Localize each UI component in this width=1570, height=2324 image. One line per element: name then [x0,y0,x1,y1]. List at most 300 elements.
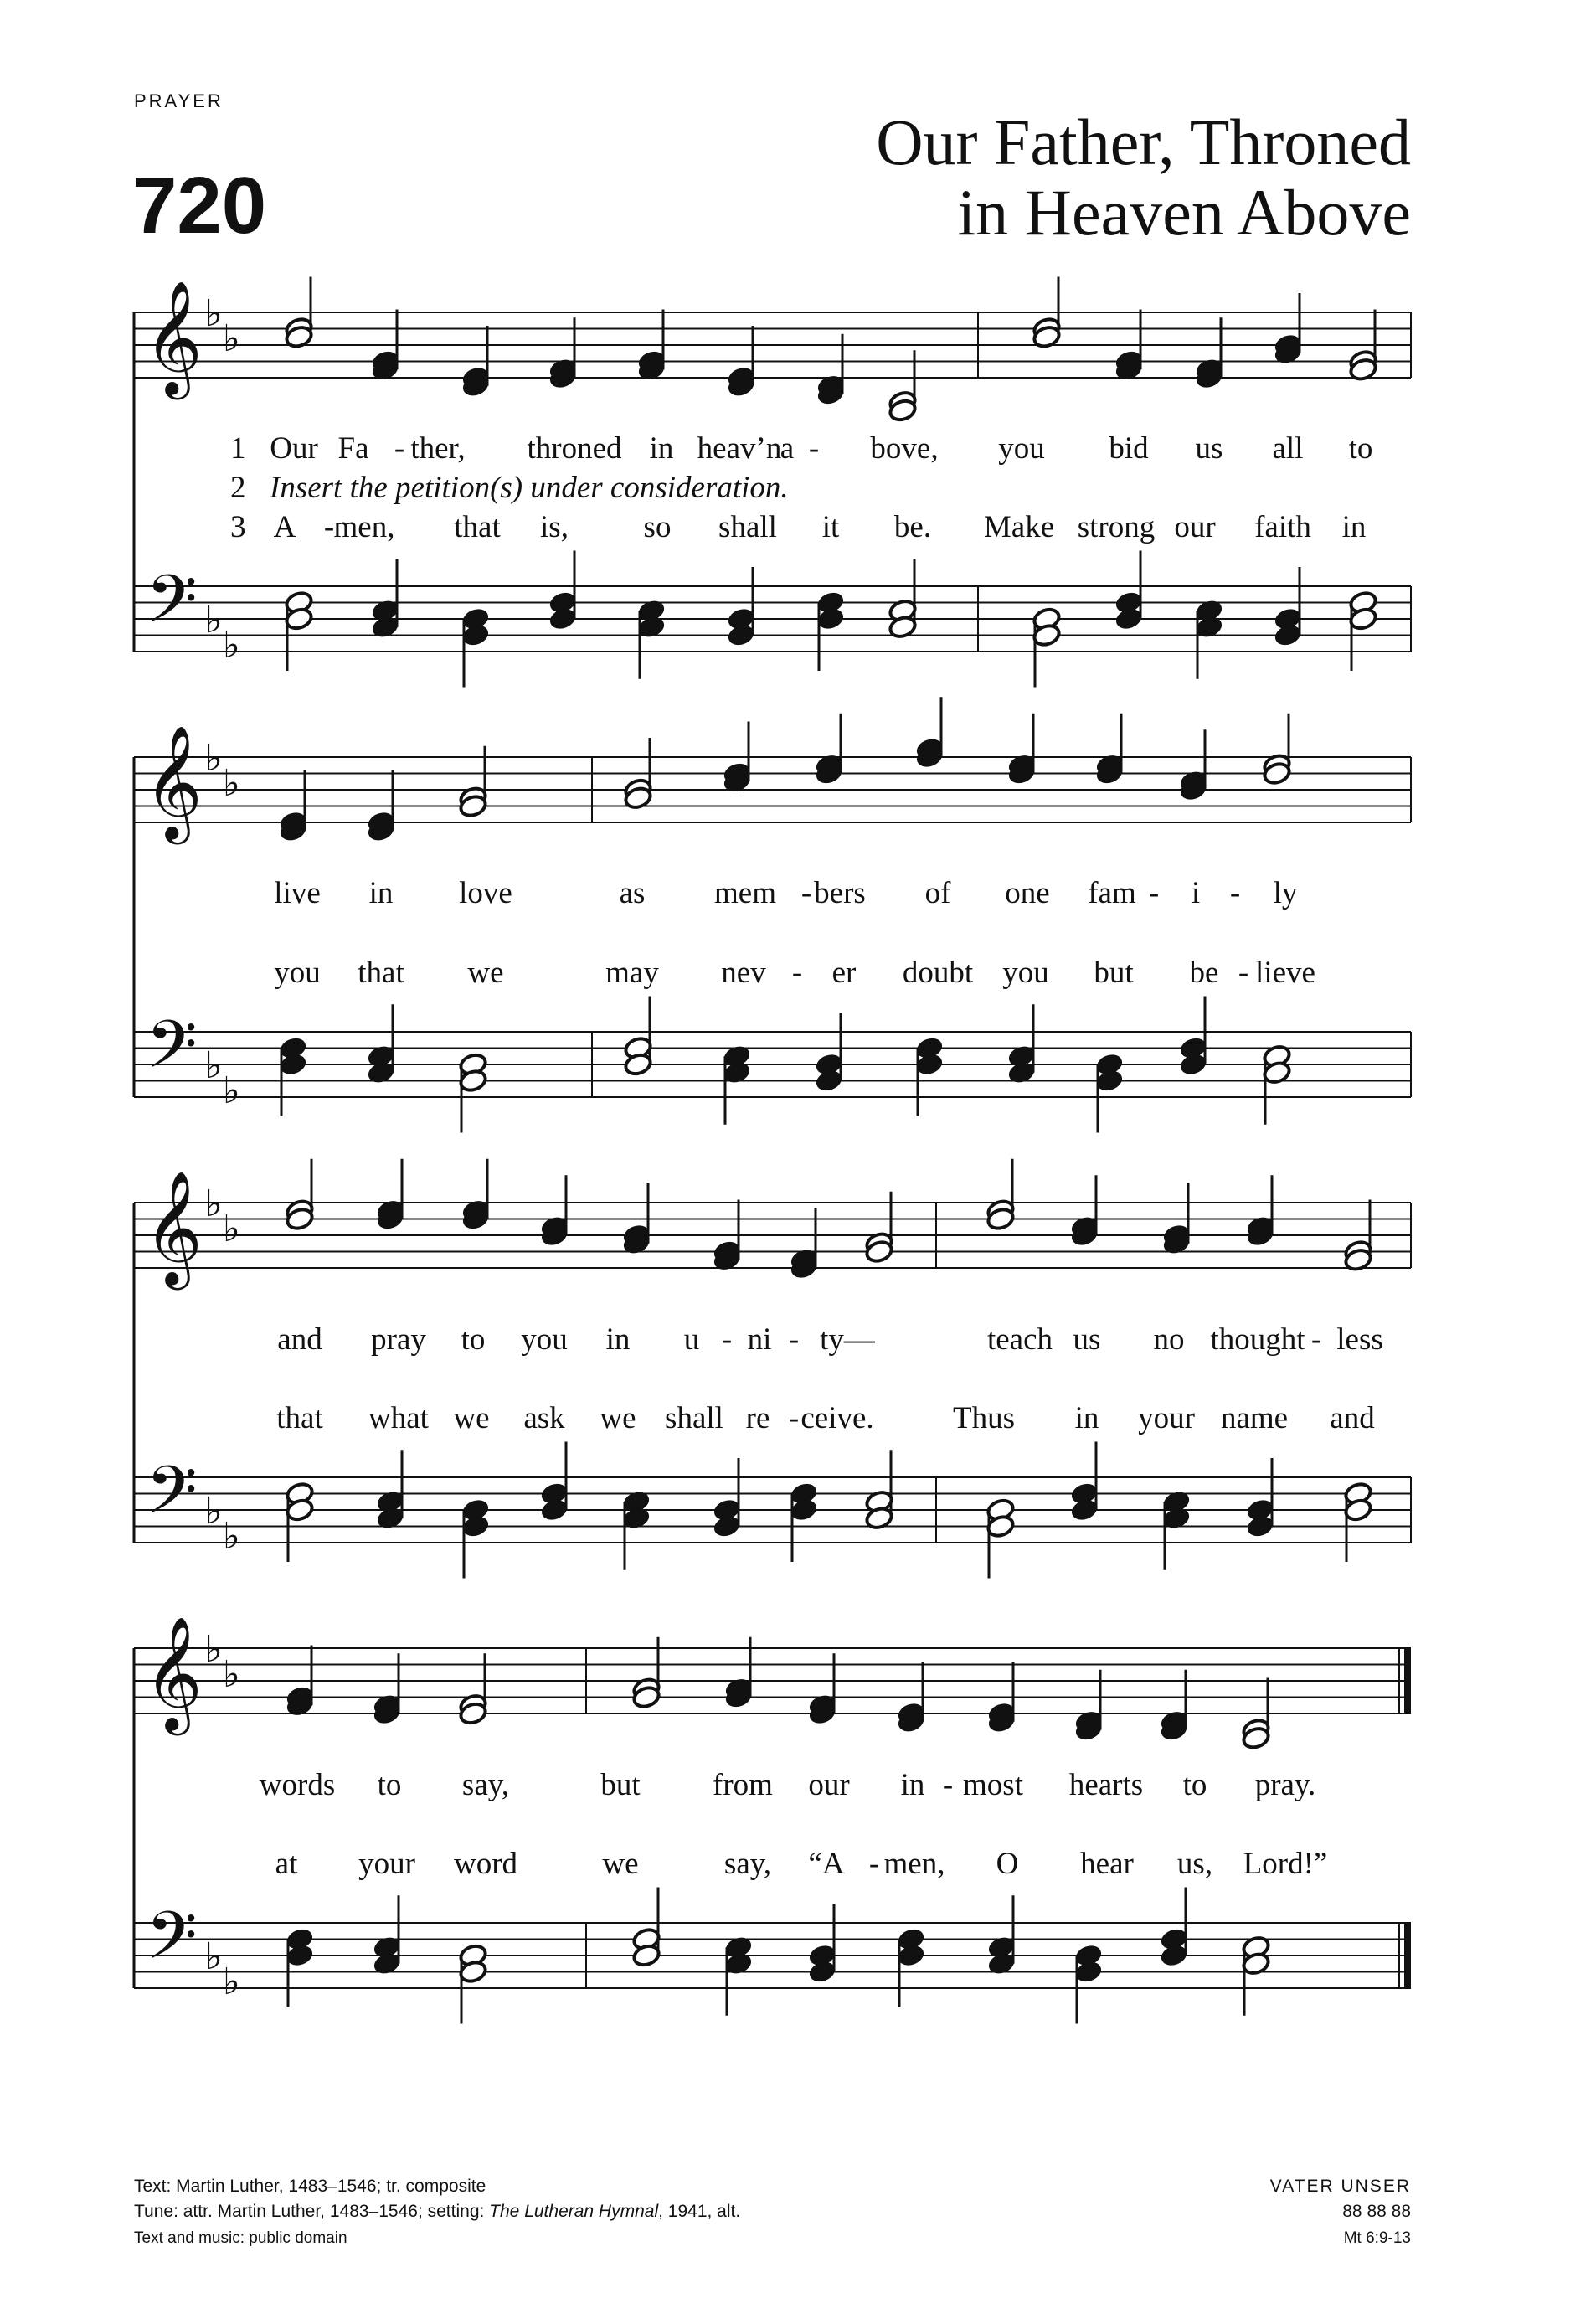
verse-number: 3 [230,510,246,544]
quarter-note-head [816,374,845,399]
title-line-1: Our Father, Throned [876,106,1411,178]
key-signature-flat: ♭ [205,737,223,780]
quarter-note-head [1194,365,1223,390]
quarter-note-head [726,365,755,390]
quarter-note-head [375,1207,404,1232]
syllable-hyphen: - [1310,1322,1322,1357]
quarter-note-head [816,606,845,631]
bass-clef: 𝄢 [146,1006,198,1100]
half-note-head [631,1943,661,1968]
lyric-syllable: faith [1254,510,1311,544]
half-note-head [1032,606,1061,631]
half-note-head [458,1701,487,1726]
quarter-note-head [1073,1943,1103,1968]
quarter-note-head [539,1214,569,1239]
key-signature-flat: ♭ [223,762,240,805]
half-note-head [1343,1481,1372,1507]
half-note-head [1241,1951,1270,1976]
lyric-syllable: say, [723,1847,772,1881]
lyric-syllable: hear [1080,1847,1134,1881]
lyric-syllable: no [1153,1322,1185,1357]
lyric-syllable: u [683,1322,700,1357]
syllable-hyphen: - [800,876,812,910]
quarter-note-head [370,615,399,640]
quarter-note-head [1161,1489,1191,1514]
half-note-head [888,615,917,640]
quarter-note-head [370,349,399,374]
quarter-note-head [372,1701,401,1726]
lyric-syllable: doubt [902,956,974,990]
lyric-syllable: shall [665,1401,723,1435]
half-note-head [1348,349,1377,374]
lyric-syllable: and [1330,1401,1375,1435]
lyric-syllable: is, [540,510,569,544]
quarter-note-head [278,1036,307,1061]
quarter-note-head [896,1709,925,1734]
half-note-head [1241,1935,1270,1960]
half-note-head [1262,761,1291,786]
quarter-note-head [461,623,490,648]
quarter-note-head [814,1069,843,1094]
quarter-note-head [285,1943,314,1968]
quarter-note-head [366,810,395,835]
quarter-note-head [1245,1497,1274,1523]
syllable-hyphen: - [788,1322,800,1357]
half-note-head [623,1052,652,1077]
quarter-note-head [986,1951,1016,1976]
bass-clef: 𝄢 [146,1897,198,1991]
lyric-syllable: live [274,876,321,910]
half-note-head [1241,1718,1270,1743]
half-note-head [888,398,917,423]
lyric-syllable: that [276,1401,323,1435]
lyric-syllable: pray [371,1322,426,1357]
quarter-note-head [636,598,666,623]
half-note-head [1348,590,1377,616]
lyric-syllable: you [521,1322,568,1357]
quarter-note-head [1161,1223,1191,1248]
lyric-syllable: throned [527,431,622,466]
lyric-syllable: word [453,1847,518,1881]
lyric-syllable: shall [718,510,777,544]
quarter-note-head [914,736,944,761]
half-note-head [623,1036,652,1061]
quarter-note-head [1245,1223,1274,1248]
half-note-head [888,389,917,415]
syllable-hyphen: - [721,1322,733,1357]
key-signature-flat: ♭ [205,1628,223,1671]
quarter-note-head [278,1052,307,1077]
quarter-note-head [621,1489,651,1514]
lyric-syllable: lieve [1255,956,1315,990]
quarter-note-head [789,1255,818,1281]
half-note-head [1262,753,1291,778]
quarter-note-head [723,1951,753,1976]
lyric-syllable: we [453,1401,490,1435]
half-note-head [284,317,313,342]
quarter-note-head [789,1481,818,1507]
lyric-syllable: you [274,956,321,990]
quarter-note-head [1194,357,1223,382]
quarter-note-head [1159,1709,1188,1734]
lyric-syllable: we [600,1401,636,1435]
lyric-syllable: ty— [820,1322,875,1357]
lyric-syllable: us, [1176,1847,1213,1881]
quarter-note-head [461,1207,490,1232]
quarter-note-head [986,1701,1016,1726]
syllable-hyphen: - [942,1768,954,1802]
syllable-hyphen: - [868,1847,880,1881]
quarter-note-head [1178,777,1207,802]
half-note-head [1032,324,1061,349]
quarter-note-head [723,1685,753,1710]
half-note-head [864,1506,893,1531]
lyric-syllable: as [619,876,646,910]
half-note-head [986,1207,1015,1232]
lyric-syllable: from [713,1768,773,1802]
quarter-note-head [461,1497,490,1523]
quarter-note-head [1161,1506,1191,1531]
hymn-title [657,107,1411,248]
quarter-note-head [712,1514,741,1539]
quarter-note-head [722,1043,751,1069]
lyric-syllable: most [963,1768,1023,1802]
lyric-syllable: “A [808,1847,845,1881]
lyric-syllable: Thus [953,1401,1015,1435]
half-note-head [285,1207,314,1232]
quarter-note-head [1159,1718,1188,1743]
quarter-note-head [722,1060,751,1085]
lyric-syllable: that [358,956,404,990]
lyric-syllable: love [459,876,512,910]
syllable-hyphen: - [808,431,820,466]
quarter-note-head [1194,615,1223,640]
lyric-syllable: i [1191,876,1201,910]
quarter-note-head [816,590,845,616]
lyric-syllable: us [1195,431,1223,466]
quarter-note-head [539,1497,569,1523]
half-note-head [1348,357,1377,382]
quarter-note-head [636,357,666,382]
quarter-note-head [1159,1943,1188,1968]
syllable-hyphen: - [323,510,335,544]
lyric-syllable: men, [883,1847,945,1881]
quarter-note-head [1245,1214,1274,1239]
key-signature-flat: ♭ [223,1653,240,1696]
lyric-syllable: in [605,1322,631,1357]
half-note-head [1343,1497,1372,1523]
lyric-syllable: us [1073,1322,1101,1357]
tune-credit: Tune: attr. Martin Luther, 1483–1546; setting: The Lutheran Hymnal, 1941, alt. [134,2202,741,2221]
quarter-note-head [461,1514,490,1539]
half-note-head [986,1497,1015,1523]
syllable-hyphen: - [1238,956,1249,990]
key-signature-flat: ♭ [205,1935,223,1978]
quarter-note-head [285,1693,314,1718]
quarter-note-head [1069,1223,1099,1248]
quarter-note-head [370,357,399,382]
lyric-syllable: be. [893,510,932,544]
lyric-syllable: but [600,1768,641,1802]
half-note-head [285,1497,314,1523]
quarter-note-head [621,1231,651,1256]
quarter-note-head [986,1709,1016,1734]
half-note-head [1343,1239,1372,1265]
lyric-syllable: so [643,510,672,544]
quarter-note-head [1159,1927,1188,1952]
quarter-note-head [636,349,666,374]
syllable-hyphen: - [394,431,405,466]
half-note-head [285,1198,314,1224]
quarter-note-head [896,1927,925,1952]
lyric-syllable: hearts [1068,1768,1144,1802]
lyric-syllable: all [1272,431,1304,466]
half-note-head [1032,317,1061,342]
half-note-head [458,1693,487,1718]
quarter-note-head [712,1497,741,1523]
lyric-syllable: we [602,1847,639,1881]
key-signature-flat: ♭ [205,1490,223,1533]
half-note-head [284,590,313,616]
quarter-note-head [548,357,577,382]
lyric-syllable: to [461,1322,486,1357]
key-signature-flat: ♭ [205,1044,223,1087]
quarter-note-head [372,1693,401,1718]
scripture-ref: Mt 6:9-13 [1343,2229,1411,2247]
quarter-note-head [1273,341,1302,366]
lyric-syllable: name [1220,1401,1289,1435]
half-note-head [864,1239,893,1265]
quarter-note-head [1069,1214,1099,1239]
credits [134,2174,740,2224]
half-note-head [458,794,487,819]
quarter-note-head [816,382,845,407]
quarter-note-head [621,1506,651,1531]
lyric-syllable: in [368,876,394,910]
meter: 88 88 88 [1342,2202,1411,2221]
tune-info [1270,2174,1411,2224]
half-note-head [284,606,313,631]
lyric-syllable: you [1002,956,1049,990]
half-note-head [1262,1060,1291,1085]
quarter-note-head [372,1951,401,1976]
lyric-syllable: that [454,510,501,544]
lyric-syllable: O [996,1847,1019,1881]
quarter-note-head [896,1701,925,1726]
lyric-syllable: nev [721,956,766,990]
verse-number: 1 [230,431,246,466]
quarter-note-head [1245,1514,1274,1539]
text-credit: Text: Martin Luther, 1483–1546; tr. composite [134,2177,486,2196]
treble-clef: 𝄞 [144,1615,203,1730]
quarter-note-head [1178,769,1207,794]
key-signature-flat: ♭ [223,317,240,360]
quarter-note-head [722,761,751,786]
quarter-note-head [914,1052,944,1077]
key-signature-flat: ♭ [223,624,240,667]
half-note-head [631,1677,661,1702]
quarter-note-head [285,1685,314,1710]
quarter-note-head [548,365,577,390]
half-note-head [888,598,917,623]
half-note-head [284,324,313,349]
half-note-head [986,1198,1015,1224]
half-note-head [1032,623,1061,648]
quarter-note-head [814,761,843,786]
quarter-note-head [461,606,490,631]
half-note-head [1262,1043,1291,1069]
quarter-note-head [726,606,755,631]
half-note-head [1343,1247,1372,1272]
quarter-note-head [1073,1709,1103,1734]
lyric-syllable: fam [1088,876,1136,910]
lyric-syllable: of [924,876,951,910]
lyric-syllable: to [1348,431,1373,466]
lyric-syllable: one [1005,876,1050,910]
lyric-syllable: your [1138,1401,1195,1435]
lyric-syllable: and [277,1322,322,1357]
quarter-note-head [726,374,755,399]
quarter-note-head [636,615,666,640]
quarter-note-head [807,1693,836,1718]
quarter-note-head [789,1247,818,1272]
title-line-2: in Heaven Above [957,176,1411,249]
lyric-syllable: ni [747,1322,772,1357]
lyric-syllable: your [358,1847,415,1881]
rights-notice: Text and music: public domain [134,2229,347,2247]
half-note-head [458,1052,487,1077]
lyric-syllable: heav’n [697,431,782,466]
lyric-syllable: Fa [337,431,369,466]
lyric-syllable: bers [814,876,866,910]
half-note-head [631,1927,661,1952]
lyric-syllable: in [1341,510,1367,544]
quarter-note-head [1094,753,1124,778]
lyric-syllable: er [831,956,857,990]
tune-name: VATER UNSER [1269,2177,1411,2196]
key-signature-flat: ♭ [223,1208,240,1250]
quarter-note-head [1194,598,1223,623]
key-signature-flat: ♭ [205,1183,223,1225]
lyric-syllable: pray. [1254,1768,1316,1802]
syllable-hyphen: - [791,956,803,990]
quarter-note-head [712,1239,741,1265]
lyric-syllable: at [275,1847,298,1881]
half-note-head [458,1943,487,1968]
quarter-note-head [1006,761,1036,786]
half-note-head [864,1231,893,1256]
quarter-note-head [539,1481,569,1507]
quarter-note-head [1006,1060,1036,1085]
lyric-syllable: in [1074,1401,1099,1435]
quarter-note-head [807,1943,836,1968]
half-note-head [458,786,487,811]
treble-clef: 𝄞 [144,1169,203,1285]
quarter-note-head [1073,1960,1103,1985]
treble-clef: 𝄞 [144,279,203,394]
quarter-note-head [1094,1069,1124,1094]
quarter-note-head [1094,761,1124,786]
lyric-syllable: but [1094,956,1134,990]
lyric-syllable: in [649,431,674,466]
lyric-syllable: strong [1077,510,1156,544]
quarter-note-head [722,769,751,794]
lyric-syllable: Make [983,510,1055,544]
quarter-note-head [1073,1718,1103,1743]
syllable-hyphen: - [1148,876,1160,910]
quarter-note-head [807,1960,836,1985]
quarter-note-head [375,1506,404,1531]
quarter-note-head [1114,357,1143,382]
lyric-syllable: mem [714,876,776,910]
quarter-note-head [548,590,577,616]
quarter-note-head [1069,1481,1099,1507]
quarter-note-head [1094,1052,1124,1077]
lyric-syllable: it [821,510,840,544]
quarter-note-head [1178,1036,1207,1061]
key-signature-flat: ♭ [223,1961,240,2003]
quarter-note-head [375,1489,404,1514]
quarter-note-head [1161,1231,1191,1256]
lyric-syllable: teach [986,1322,1053,1357]
quarter-note-head [461,1198,490,1224]
half-note-head [285,1481,314,1507]
treble-clef: 𝄞 [144,724,203,839]
quarter-note-head [1114,590,1143,616]
half-note-head [1348,606,1377,631]
quarter-note-head [814,1052,843,1077]
lyric-syllable: we [467,956,504,990]
lyric-syllable: ther, [410,431,466,466]
half-note-head [623,777,652,802]
half-note-head [864,1489,893,1514]
quarter-note-head [1273,623,1302,648]
lyric-syllable: men, [333,510,395,544]
key-signature-flat: ♭ [223,1069,240,1112]
syllable-hyphen: - [1229,876,1241,910]
lyric-syllable: less [1336,1322,1383,1357]
quarter-note-head [366,1060,395,1085]
lyric-syllable: be [1189,956,1219,990]
lyric-syllable: may [605,956,659,990]
quarter-note-head [1006,753,1036,778]
lyric-syllable: you [998,431,1045,466]
hymn-number: 720 [132,161,267,250]
lyric-syllable: thought [1210,1322,1305,1357]
bass-clef: 𝄢 [146,1451,198,1545]
lyric-syllable: words [259,1768,336,1802]
lyric-syllable: our [808,1768,850,1802]
quarter-note-head [285,1927,314,1952]
syllable-hyphen: - [788,1401,800,1435]
lyric-syllable: say, [461,1768,510,1802]
quarter-note-head [1273,606,1302,631]
lyric-syllable: Our [270,431,318,466]
half-note-head [986,1514,1015,1539]
quarter-note-head [1273,332,1302,358]
quarter-note-head [461,365,490,390]
lyric-syllable: in [900,1768,925,1802]
quarter-note-head [814,753,843,778]
quarter-note-head [712,1247,741,1272]
quarter-note-head [896,1943,925,1968]
quarter-note-head [1114,349,1143,374]
lyric-syllable: to [377,1768,402,1802]
lyric-syllable: Lord!” [1243,1847,1328,1881]
quarter-note-head [461,374,490,399]
lyric-syllable: ly [1273,876,1298,910]
lyric-syllable: what [368,1401,429,1435]
